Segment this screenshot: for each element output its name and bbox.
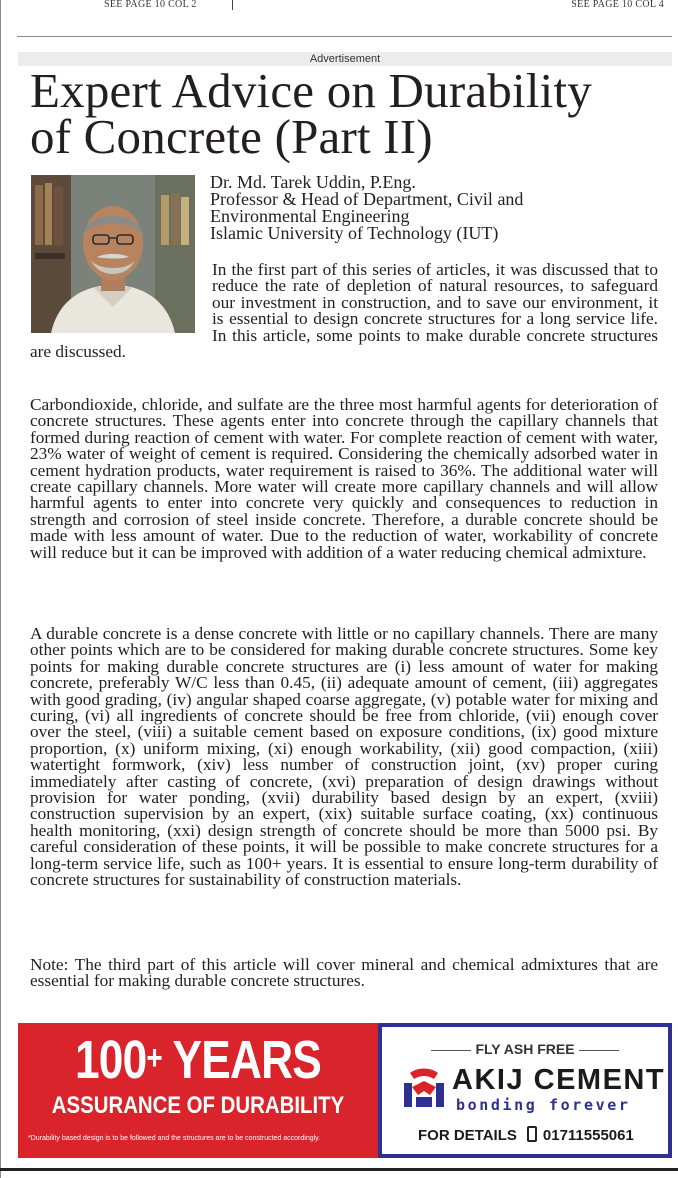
article-paragraph-intro [30,262,658,360]
photo-wrap-spacer [30,262,212,344]
article-paragraph-2: Carbondioxide, chloride, and sulfate are the three most harmful agents for deterioration of concrete structures. These agents enter into concrete through the capillary channels that formed during reaction of cement with water. For complete reaction of cement with water, 23% water of weight of cement is required. Considering the chemically adsorbed water in cement hydration products, water requirement is raised to 36%. The additional water will create capillary channels. More water will create more capillary channels and will allow harmful agents to enter into concrete very quickly and consequences to reduction in strength and corrosion of steel inside concrete. Therefore, a durable concrete should be made with less amount of water. Due to the reduction of water, workability of concrete will reduce but it can be improved with addition of a water reducing chemical admixture. [30,395,658,562]
durability-footnote: *Durability based design is to be followed and the structures are to be constructed accordingly. [28,1135,321,1142]
page-header [0,0,678,40]
header-rule [17,36,672,37]
brand-name: AKIJ CEMENT [452,1064,666,1096]
title-line-1: Expert Advice on Durability [30,63,592,118]
author-institution: Islamic University of Technology (IUT) [210,223,499,243]
title-line-2: of Concrete (Part II) [30,109,433,164]
jump-ref-right: SEE PAGE 10 COL 4 [571,0,664,10]
brand-panel [382,1027,668,1154]
fly-ash-free-label [382,1041,668,1057]
akij-handshake-logo-icon [404,1065,444,1109]
rule-left [431,1050,471,1051]
years-word: YEARS [172,1030,322,1090]
article-paragraph-intro-text: In the first part of this series of articles, it was discussed that to reduce the rate of depletion of natural resources, to safeguard our investment in construction, and to save our environment, it is essential to design concrete structures for a long service life. In this article, some points to make durable concrete structures are discussed. [30,260,658,362]
phone-icon [527,1126,537,1142]
article-note: Note: The third part of this article will cover mineral and chemical admixtures that are essential for making durable concrete structures. [30,955,658,991]
page-bottom-rule [0,1168,678,1171]
assurance-text: ASSURANCE OF DURABILITY [51,1092,345,1119]
durability-panel [18,1023,378,1158]
column-divider [232,0,233,10]
years-headline [50,1030,345,1090]
contact-details [418,1127,634,1145]
author-role-line-1: Professor & Head of Department, Civil and [210,189,524,209]
page-left-rule [0,0,1,1178]
author-role-line-2: Environmental Engineering [210,206,410,226]
article-paragraph-3: A durable concrete is a dense concrete with little or no capillary channels. There are many other points which are to be considered for making durable concrete structures. Some key points for making durable concrete structures are (i) less amount of water for making concrete, preferably W/C less than 0.45, (ii) adequate amount of cement, (iii) aggregates with good grading, (iv) angular shaped coarse aggregate, (v) potable water for mixing and curing, (vi) all ingredients of concrete should be free from chloride, (vii) enough cover over the steel, (viii) a suitable cement based on exposure conditions, (ix) good mixture proportion, (x) uniform mixing, (xi) enough workability, (xii) good compaction, (xiii) watertight formwork, (xiv) less number of construction joint, (xv) proper curing immediately after casting of concrete, (xvi) preparation of design drawings without provision for water ponding, (xvii) durability based design by an expert, (xviii) construction supervision by an expert, (xix) suitable surface coating, (xx) continuous health monitoring, (xxi) design strength of concrete should be more than 5000 psi. By careful consideration of these points, it will be possible to make concrete structures for a long-term service life, such as 100+ years. It is essential to ensure long-term durability of concrete structures for sustainability of construction materials. [30,624,658,890]
jump-ref-left: SEE PAGE 10 COL 2 [104,0,197,10]
phone-number[interactable]: 01711555061 [542,1127,634,1144]
akij-cement-advertisement[interactable] [18,1023,672,1158]
article-title [30,63,670,164]
fly-ash-free-text: FLY ASH FREE [475,1041,575,1057]
author-byline [210,174,670,242]
brand-tagline: bonding forever [456,1096,631,1114]
rule-right [579,1050,619,1051]
years-number: 100 [74,1030,147,1090]
author-name: Dr. Md. Tarek Uddin, P.Eng. [210,172,416,192]
advertisement-label: Advertisement [18,52,672,66]
years-plus: + [146,1039,162,1077]
details-label: FOR DETAILS [418,1127,517,1144]
